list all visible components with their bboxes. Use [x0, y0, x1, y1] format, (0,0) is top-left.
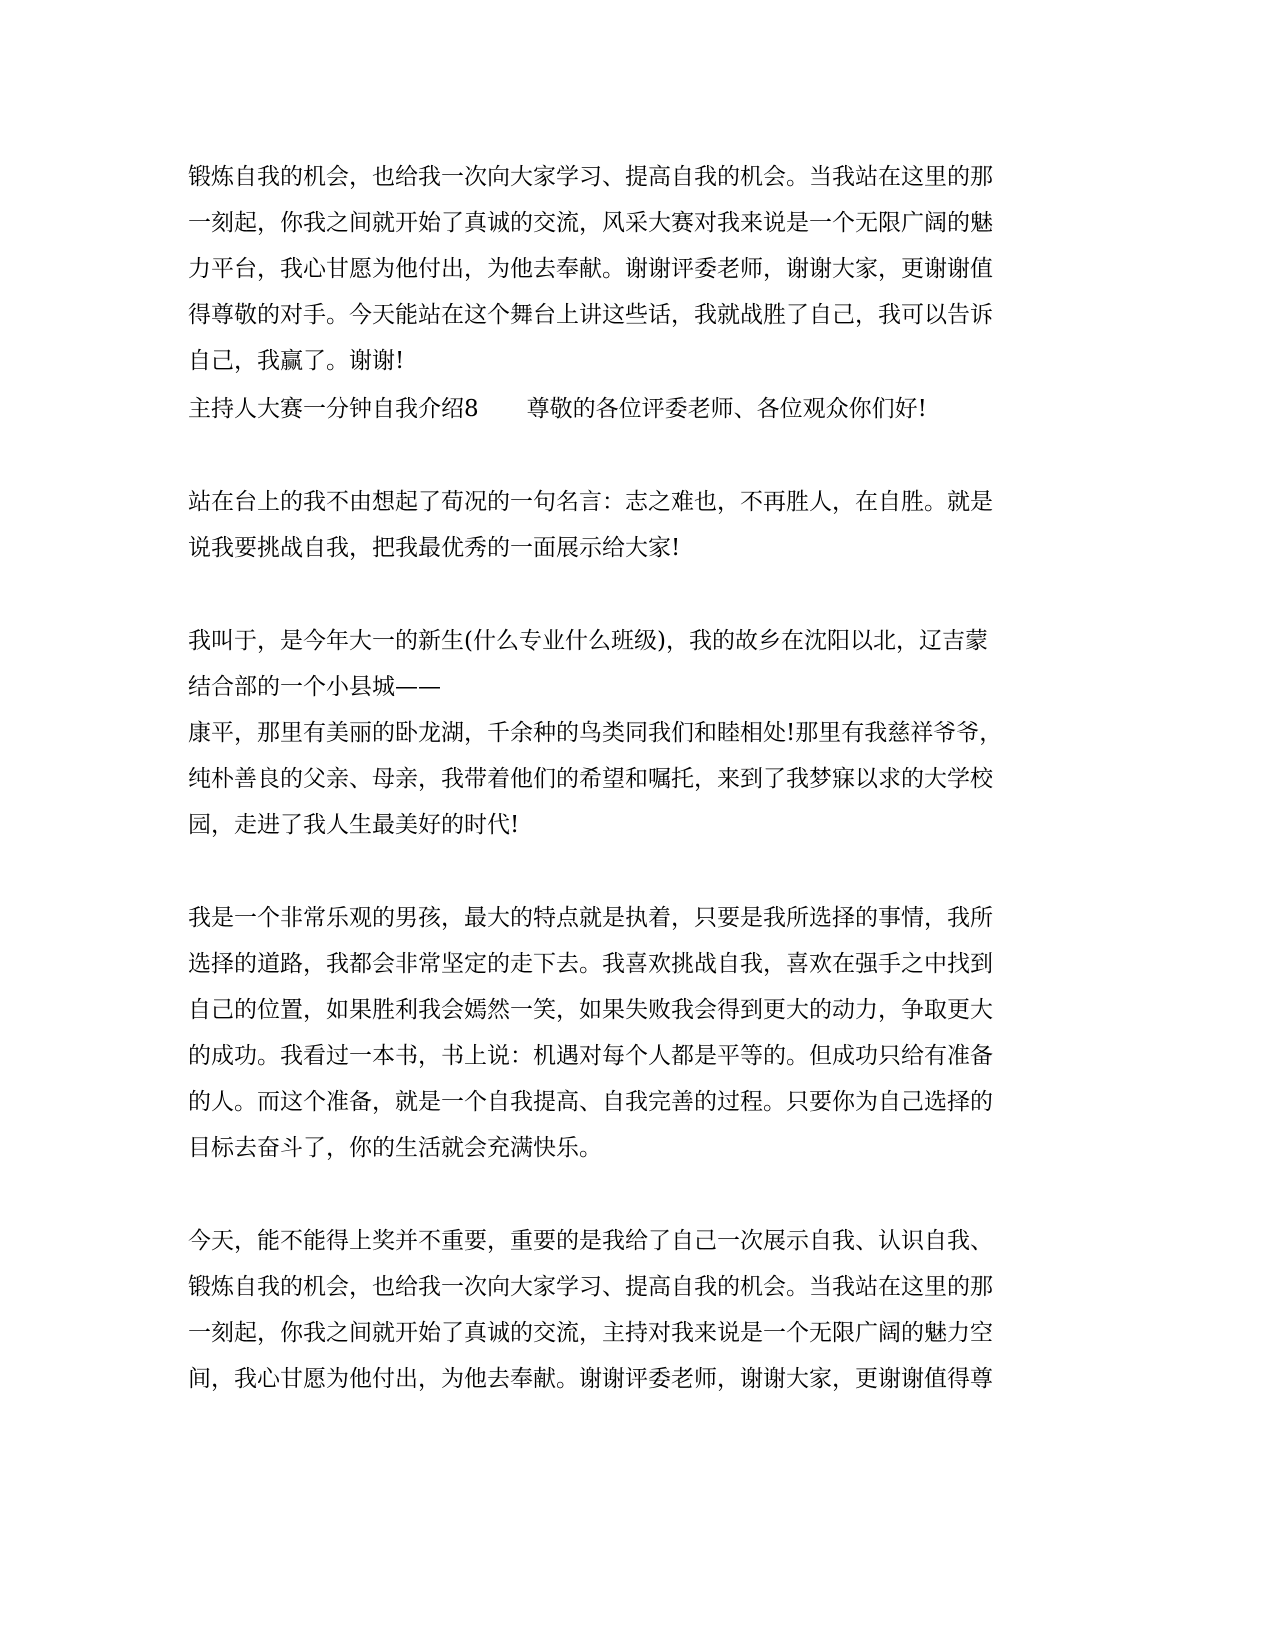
paragraph-line: 我是一个非常乐观的男孩，最大的特点就是执着，只要是我所选择的事情，我所: [188, 905, 993, 931]
paragraph-line: 自己的位置，如果胜利我会嫣然一笑，如果失败我会得到更大的动力，争取更大: [188, 997, 993, 1023]
paragraph-line: 今天，能不能得上奖并不重要，重要的是我给了自己一次展示自我、认识自我、: [188, 1228, 993, 1254]
section-title: 主持人大赛一分钟自我介绍8: [188, 396, 479, 422]
paragraph-line: 康平，那里有美丽的卧龙湖，千余种的鸟类同我们和睦相处!那里有我慈祥爷爷，: [188, 720, 1003, 746]
paragraph-line: 一刻起，你我之间就开始了真诚的交流，风采大赛对我来说是一个无限广阔的魅: [188, 210, 993, 236]
paragraph-line: 的人。而这个准备，就是一个自我提高、自我完善的过程。只要你为自己选择的: [188, 1089, 993, 1115]
paragraph-line: 锻炼自我的机会，也给我一次向大家学习、提高自我的机会。当我站在这里的那: [188, 164, 993, 190]
paragraph-line: 我叫于，是今年大一的新生(什么专业什么班级)，我的故乡在沈阳以北，辽吉蒙: [188, 628, 988, 654]
paragraph-line: 结合部的一个小县城——: [188, 674, 441, 700]
paragraph-line: 目标去奋斗了，你的生活就会充满快乐。: [188, 1135, 602, 1161]
paragraph-line: 说我要挑战自我，把我最优秀的一面展示给大家!: [188, 535, 681, 561]
paragraph-line: 站在台上的我不由想起了荀况的一句名言：志之难也，不再胜人，在自胜。就是: [188, 489, 993, 515]
paragraph-line: 间，我心甘愿为他付出，为他去奉献。谢谢评委老师，谢谢大家，更谢谢值得尊: [188, 1366, 993, 1392]
paragraph-line: 力平台，我心甘愿为他付出，为他去奉献。谢谢评委老师，谢谢大家，更谢谢值: [188, 256, 993, 282]
paragraph-line: 锻炼自我的机会，也给我一次向大家学习、提高自我的机会。当我站在这里的那: [188, 1274, 993, 1300]
paragraph-line: 的成功。我看过一本书，书上说：机遇对每个人都是平等的。但成功只给有准备: [188, 1043, 993, 1069]
paragraph-line: 得尊敬的对手。今天能站在这个舞台上讲这些话，我就战胜了自己，我可以告诉: [188, 302, 993, 328]
paragraph-line: 纯朴善良的父亲、母亲，我带着他们的希望和嘱托，来到了我梦寐以求的大学校: [188, 766, 993, 792]
greeting-text: 尊敬的各位评委老师、各位观众你们好!: [526, 396, 927, 422]
paragraph-line: 选择的道路，我都会非常坚定的走下去。我喜欢挑战自我，喜欢在强手之中找到: [188, 951, 993, 977]
paragraph-line: 园，走进了我人生最美好的时代!: [188, 812, 520, 838]
section-heading-line: [188, 394, 1068, 424]
paragraph-line: 一刻起，你我之间就开始了真诚的交流，主持对我来说是一个无限广阔的魅力空: [188, 1320, 993, 1346]
paragraph-line: 自己，我赢了。谢谢!: [188, 348, 405, 374]
